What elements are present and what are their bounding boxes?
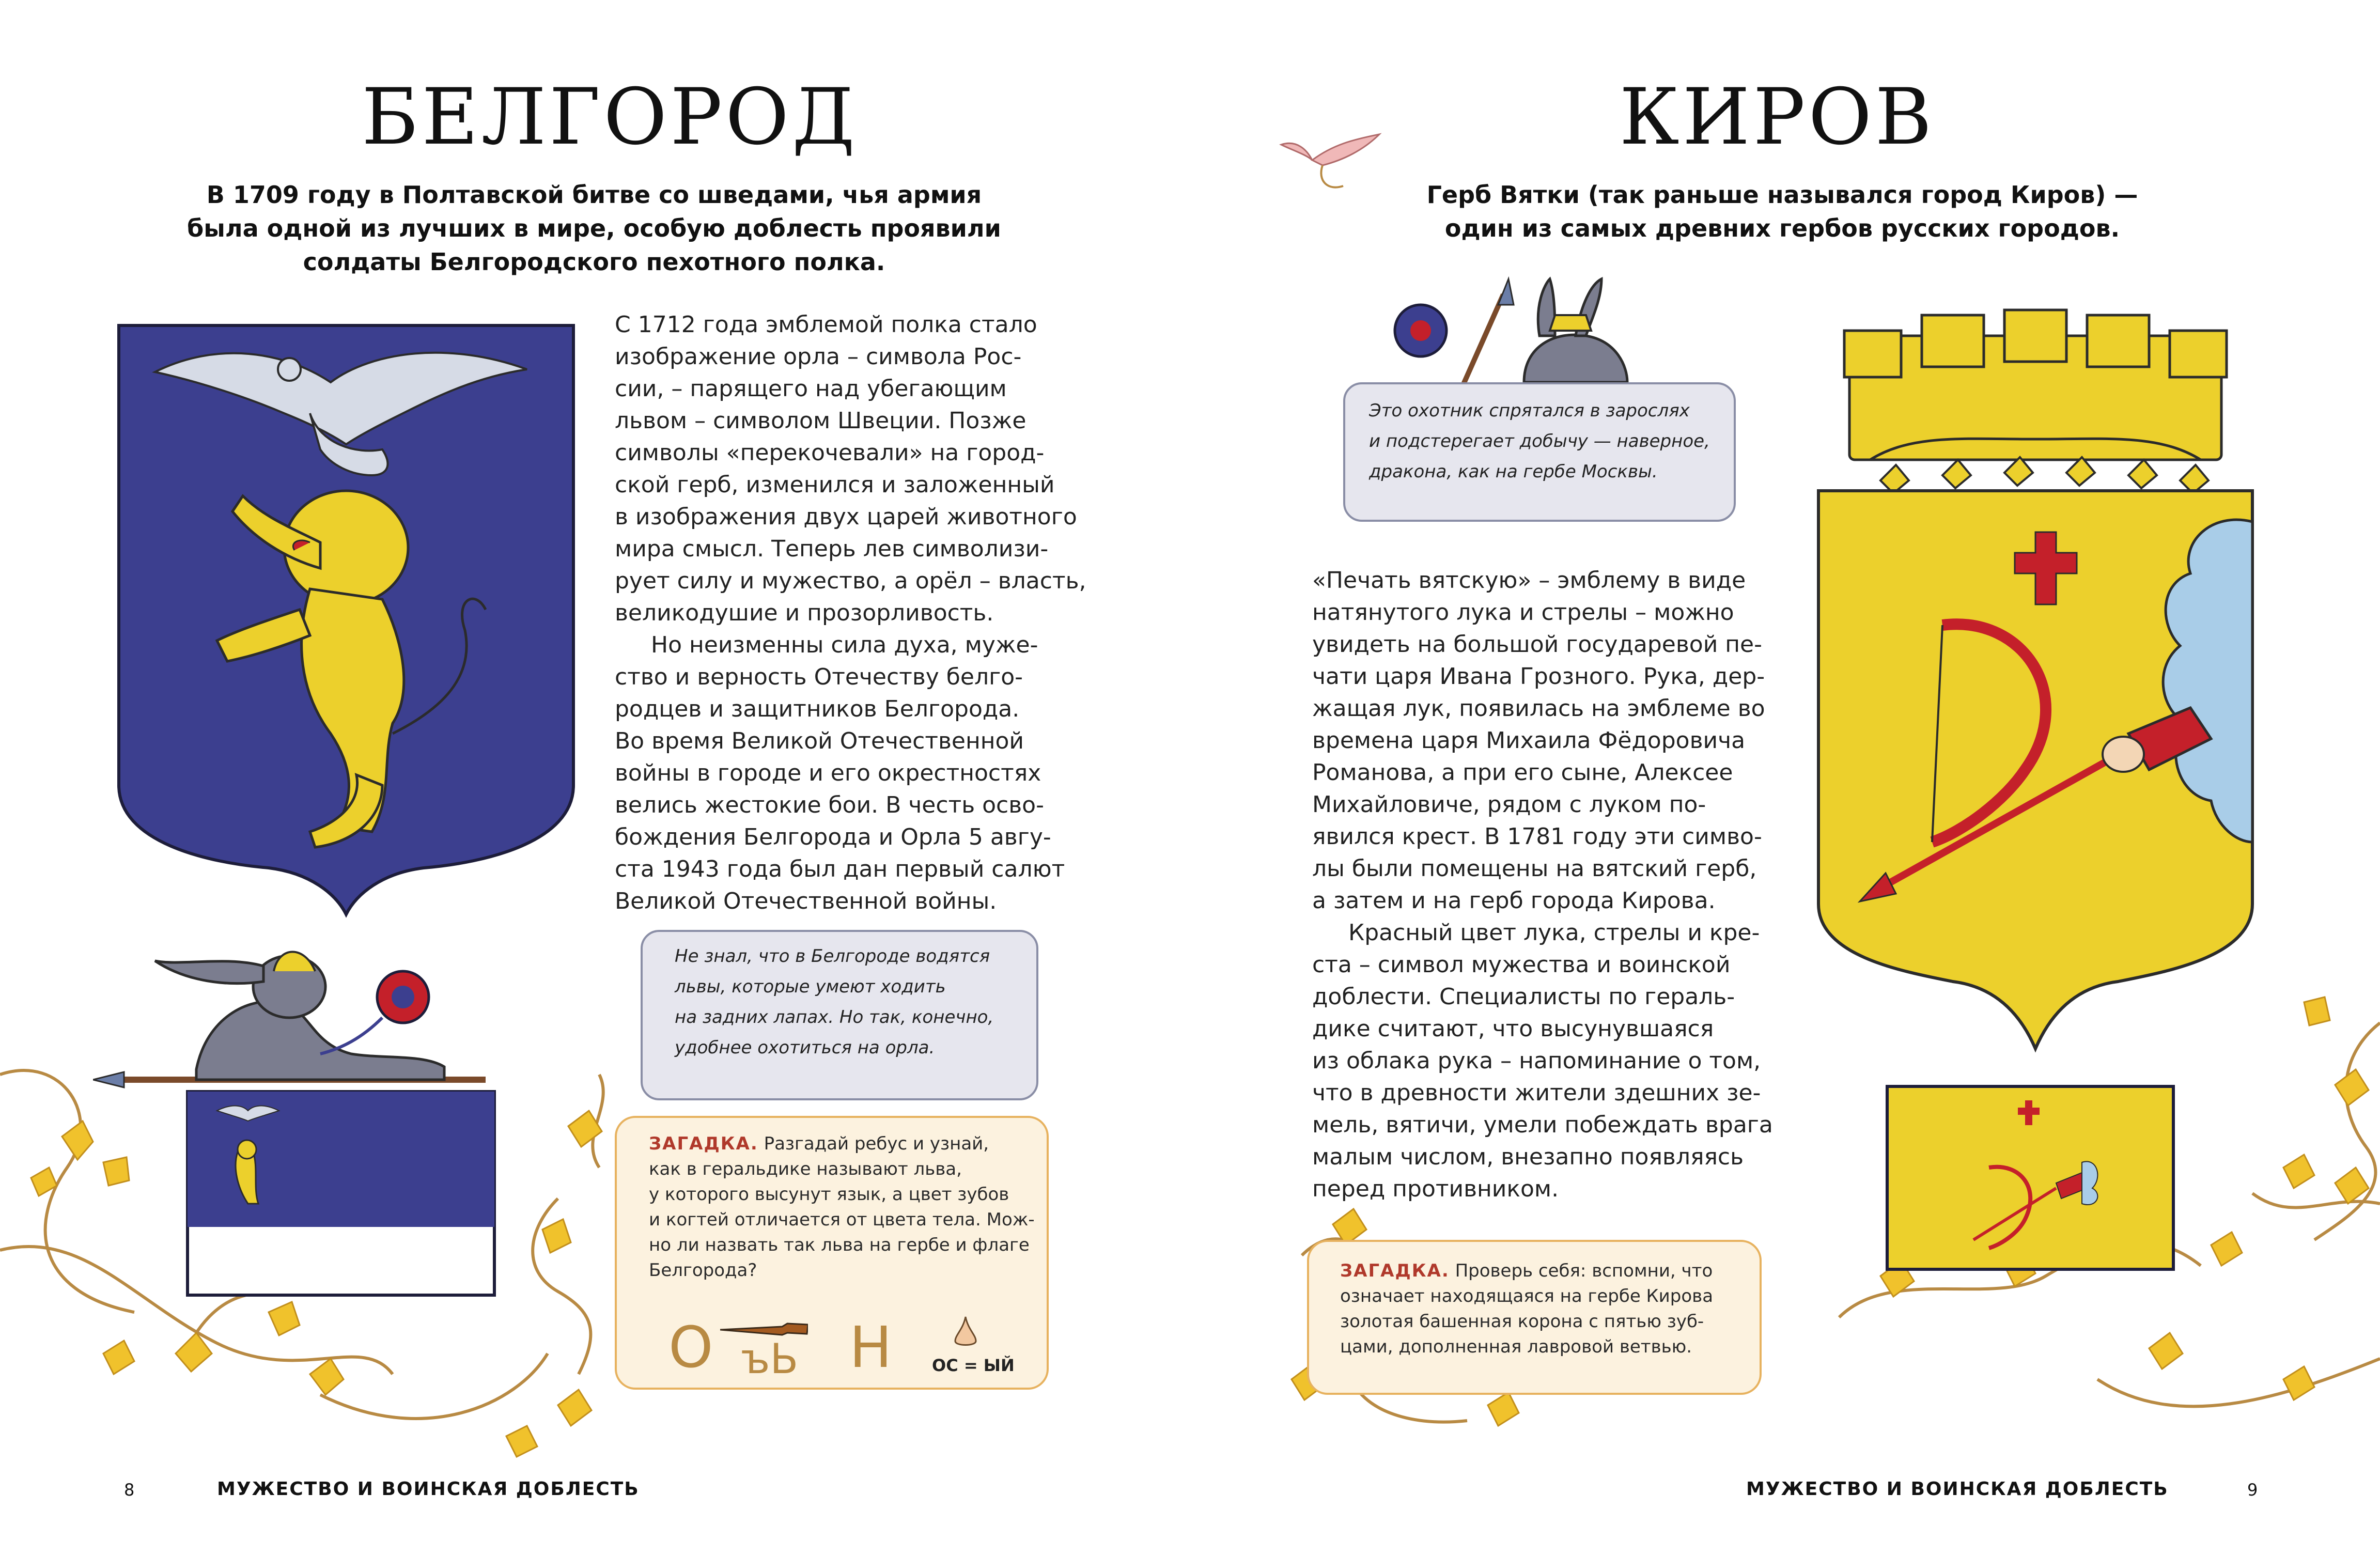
body-line: львом – символом Швеции. Позже — [615, 408, 1026, 434]
bubble-line: на задних лапах. Но так, конечно, — [675, 1007, 994, 1028]
intro-line: солдаты Белгородского пехотного полка. — [303, 248, 885, 276]
body-line: мель, вятичи, умели побеждать врага — [1312, 1112, 1773, 1138]
running-footer-left: МУЖЕСТВО И ВОИНСКАЯ ДОБЛЕСТЬ — [217, 1479, 640, 1500]
speech-bubble-kirov — [1343, 382, 1736, 522]
body-line: Михайловиче, рядом с луком по- — [1312, 791, 1706, 818]
body-line: великодушие и прозорливость. — [615, 600, 994, 626]
body-line: а затем и на герб города Кирова. — [1312, 888, 1716, 914]
kirov-coat-of-arms — [1808, 305, 2263, 1054]
intro-line: Герб Вятки (так раньше назывался город Киров) — — [1426, 181, 2138, 209]
body-line: войны в городе и его окрестностях — [615, 760, 1041, 786]
body-line: ста – символ мужества и воинской — [1312, 952, 1731, 978]
body-line: дике считают, что высунувшаяся — [1312, 1016, 1714, 1042]
body-line: «Печать вятскую» – эмблему в виде — [1312, 567, 1746, 594]
body-line: бождения Белгорода и Орла 5 авгу- — [615, 824, 1051, 850]
belgorod-body-text — [615, 309, 1086, 917]
intro-line: В 1709 году в Полтавской битве со шведами, чья армия — [206, 181, 982, 209]
kirov-body-text — [1312, 565, 1777, 1205]
tower-crown-icon — [1844, 310, 2227, 460]
body-line: изображение орла – символа Рос- — [615, 344, 1022, 370]
body-line: родцев и защитников Белгорода. — [615, 696, 1020, 722]
riddle-line: как в геральдике называют льва, — [649, 1159, 962, 1179]
body-line: рует силу и мужество, а орёл – власть, — [615, 568, 1086, 594]
body-line: ство и верность Отечеству белго- — [615, 664, 1023, 690]
riddle-line: означает находящаяся на гербе Кирова — [1340, 1286, 1714, 1306]
body-line: велись жестокие бои. В честь осво- — [615, 792, 1044, 818]
body-line: что в древности жители здешних зе- — [1312, 1080, 1761, 1106]
page-title-belgorod: БЕЛГОРОД — [362, 72, 859, 162]
body-line: Но неизменны сила духа, муже- — [651, 632, 1038, 658]
body-line: С 1712 года эмблемой полка стало — [615, 312, 1037, 338]
intro-paragraph-kirov — [1369, 178, 2196, 245]
body-line: символы «перекочевали» на город- — [615, 440, 1045, 466]
body-line: в изображения двух царей животного — [615, 504, 1077, 530]
riddle-line — [1340, 1258, 1760, 1284]
body-line: из облака рука – напоминание о том, — [1312, 1048, 1761, 1074]
riddle-line: но ли назвать так льва на гербе и флаге — [649, 1235, 1030, 1255]
riddle-line: золотая башенная корона с пятью зуб- — [1340, 1311, 1704, 1332]
riddle-line: и когтей отличается от цвета тела. Мож- — [649, 1209, 1035, 1230]
intro-line: один из самых древних гербов русских городов. — [1444, 214, 2120, 242]
rebus-soft-sign: ъЬ — [741, 1335, 799, 1383]
page-number-right: 9 — [2247, 1480, 2258, 1500]
riddle-text: Проверь себя: вспомни, что — [1455, 1261, 1713, 1281]
rebus-letter-o: О — [668, 1314, 713, 1380]
body-line: Романова, а при его сыне, Алексее — [1312, 759, 1733, 786]
body-line: чати царя Ивана Грозного. Рука, дер- — [1312, 663, 1765, 690]
body-line: Великой Отечественной войны. — [615, 888, 997, 914]
kirov-flag — [1886, 1085, 2175, 1271]
rabbit-knight-illustration — [93, 925, 548, 1095]
intro-paragraph-belgorod — [155, 178, 1033, 279]
riddle-line: цами, дополненная лавровой ветвью. — [1340, 1336, 1692, 1357]
body-line: Во время Великой Отечественной — [615, 728, 1024, 754]
body-line: увидеть на большой государевой пе- — [1312, 631, 1762, 658]
bubble-line: Это охотник спрятался в зарослях — [1369, 400, 1690, 421]
body-line: мира смысл. Теперь лев символизи- — [615, 536, 1049, 562]
running-footer-right: МУЖЕСТВО И ВОИНСКАЯ ДОБЛЕСТЬ — [1746, 1479, 2169, 1500]
page-title-kirov: КИРОВ — [1619, 72, 1935, 162]
body-line: жащая лук, появилась на эмблеме во — [1312, 695, 1765, 722]
rebus-letter-n: Н — [849, 1314, 892, 1380]
body-line: малым числом, внезапно появляясь — [1312, 1144, 1744, 1170]
riddle-label: ЗАГАДКА. — [1340, 1261, 1450, 1281]
bubble-line: удобнее охотиться на орла. — [675, 1037, 935, 1058]
body-line: лы были помещены на вятский герб, — [1312, 855, 1757, 882]
rabbit-hunter-illustration — [1369, 274, 1741, 387]
belgorod-coat-of-arms — [114, 320, 579, 920]
riddle-line: у которого высунут язык, а цвет зубов — [649, 1184, 1009, 1205]
body-line: натянутого лука и стрелы – можно — [1312, 599, 1734, 626]
riddle-line: Белгорода? — [649, 1260, 757, 1281]
riddle-text: Разгадай ребус и узнай, — [764, 1133, 989, 1154]
rebus-rule: ОС = ЫЙ — [932, 1356, 1015, 1375]
body-line: доблести. Специалисты по гераль- — [1312, 984, 1735, 1010]
riddle-label: ЗАГАДКА. — [649, 1133, 758, 1154]
body-line: явился крест. В 1781 году эти симво- — [1312, 823, 1762, 850]
intro-line: была одной из лучших в мире, особую доблесть проявили — [187, 214, 1001, 242]
body-line: перед противником. — [1312, 1176, 1559, 1202]
nose-icon — [947, 1314, 984, 1350]
page-number-left: 8 — [124, 1480, 135, 1500]
body-line: Красный цвет лука, стрелы и кре- — [1348, 920, 1760, 946]
speech-bubble-belgorod — [641, 930, 1038, 1100]
belgorod-flag — [186, 1090, 496, 1297]
body-line: ста 1943 года был дан первый салют — [615, 856, 1065, 882]
bubble-line: дракона, как на гербе Москвы. — [1369, 461, 1658, 482]
body-line: времена царя Михаила Фёдоровича — [1312, 727, 1746, 754]
bubble-line: Не знал, что в Белгороде водятся — [675, 946, 990, 967]
body-line: ской герб, изменился и заложенный — [615, 472, 1055, 498]
riddle-line — [649, 1131, 1047, 1157]
bubble-line: львы, которые умеют ходить — [675, 976, 946, 997]
body-line: сии, – парящего над убегающим — [615, 376, 1007, 402]
riddle-box-belgorod — [615, 1116, 1049, 1390]
bubble-line: и подстерегает добычу — наверное, — [1369, 431, 1710, 452]
riddle-box-kirov — [1307, 1240, 1762, 1395]
